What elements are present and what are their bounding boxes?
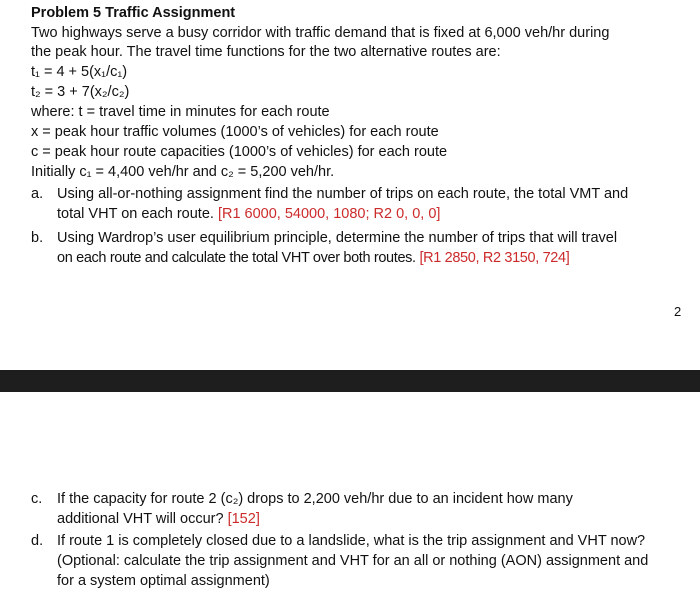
page-number: 2 [674, 304, 682, 319]
question-a-label: a. [31, 186, 44, 202]
question-c [31, 490, 573, 508]
definition-x: x = peak hour traffic volumes (1000’s of vehicles) for each route [31, 124, 439, 140]
question-b-line-2: on each route and calculate the total VHT over both routes. [57, 250, 416, 266]
question-d-line-2: (Optional: calculate the trip assignment and VHT for an all or nothing (AON) assignment and [57, 553, 649, 569]
question-b [31, 229, 617, 247]
definition-c: c = peak hour route capacities (1000’s of vehicles) for each route [31, 144, 448, 160]
intro-line-2: the peak hour. The travel time functions for the two alternative routes are: [31, 44, 501, 60]
initial-capacities: Initially c₁ = 4,400 veh/hr and c₂ = 5,200 veh/hr. [31, 164, 335, 180]
page-separator [0, 370, 700, 392]
question-b-line-1: Using Wardrop’s user equilibrium principle, determine the number of trips that will travel [57, 230, 618, 246]
question-b-answer: [R1 2850, R2 3150, 724] [419, 250, 570, 266]
page-bottom [0, 392, 700, 603]
question-d-line-1: If route 1 is completely closed due to a landslide, what is the trip assignment and VHT now? [57, 533, 646, 549]
question-d [31, 532, 645, 550]
intro-line-1: Two highways serve a busy corridor with traffic demand that is fixed at 6,000 veh/hr during [31, 25, 610, 41]
question-b-cont [57, 249, 569, 267]
question-a-line-2: total VHT on each route. [57, 206, 214, 222]
equation-route-1: t₁ = 4 + 5(x₁/c₁) [31, 64, 128, 80]
problem-title: Problem 5 Traffic Assignment [31, 5, 236, 21]
question-c-line-2: additional VHT will occur? [57, 511, 224, 527]
equation-route-2: t₂ = 3 + 7(x₂/c₂) [31, 84, 130, 100]
question-d-line-3: for a system optimal assignment) [57, 573, 270, 589]
question-c-line-1: If the capacity for route 2 (c₂) drops to 2,200 veh/hr due to an incident how many [57, 491, 573, 507]
question-d-label: d. [31, 533, 44, 549]
question-a-line-1: Using all-or-nothing assignment find the number of trips on each route, the total VMT and [57, 186, 629, 202]
question-b-label: b. [31, 230, 44, 246]
definition-t: where: t = travel time in minutes for each route [31, 104, 330, 120]
question-a-cont [57, 205, 440, 223]
question-c-cont [57, 510, 260, 528]
question-a-answer: [R1 6000, 54000, 1080; R2 0, 0, 0] [217, 206, 441, 222]
question-c-label: c. [31, 491, 43, 507]
question-a [31, 185, 628, 203]
question-c-answer: [152] [227, 511, 260, 527]
